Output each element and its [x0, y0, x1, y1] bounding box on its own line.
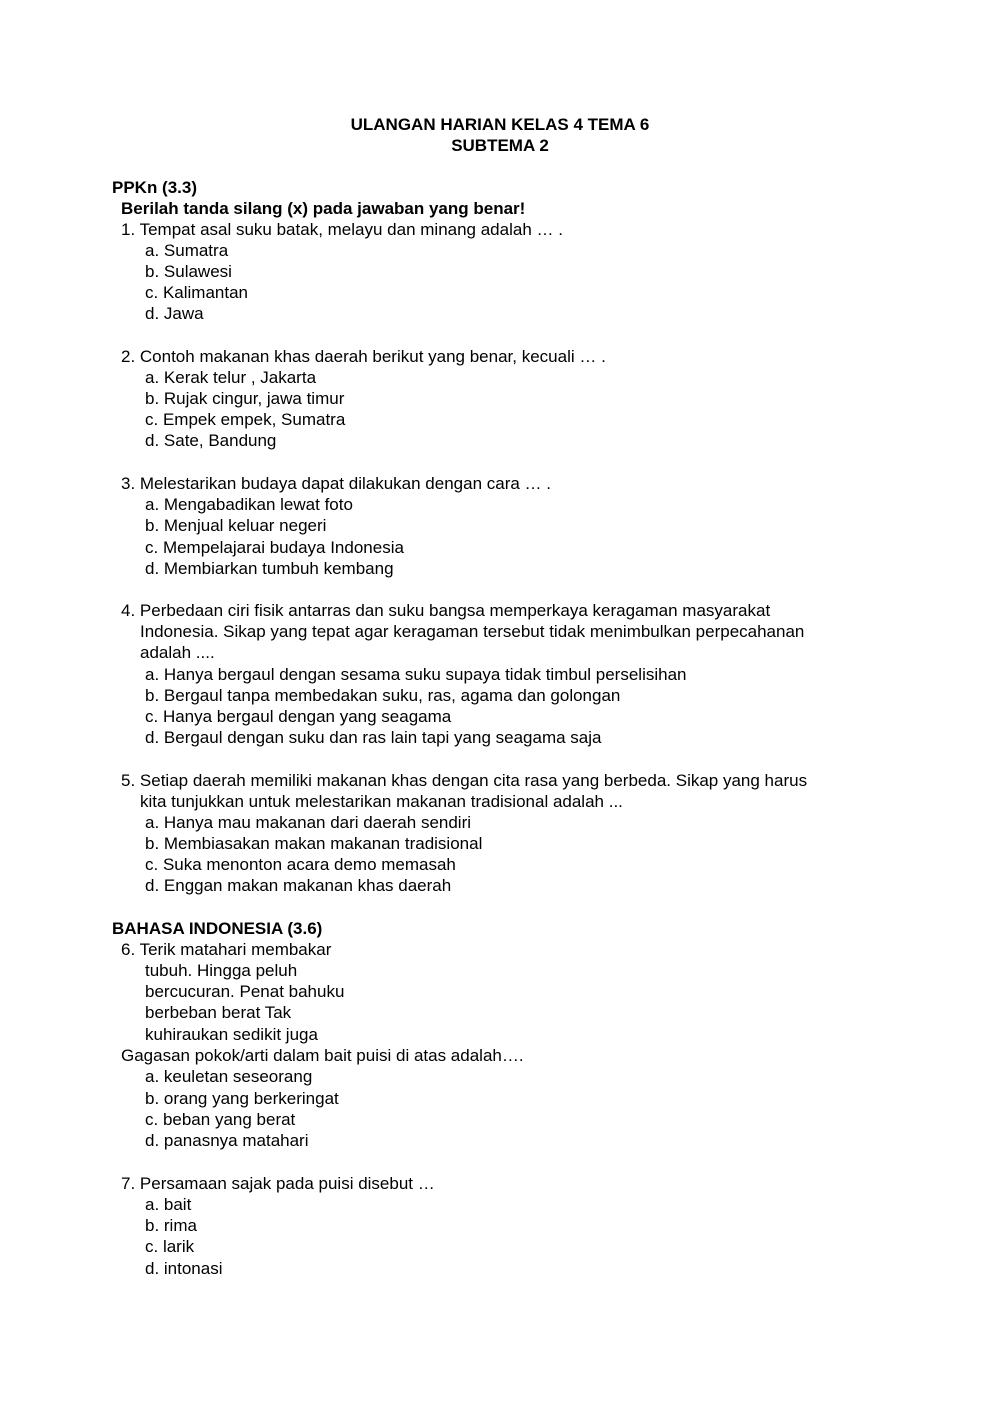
question-2-option-c: c. Empek empek, Sumatra	[145, 410, 346, 429]
question-6-option-d: d. panasnya matahari	[145, 1131, 309, 1150]
question-5-option-a: a. Hanya mau makanan dari daerah sendiri	[145, 813, 472, 832]
question-7-option-a: a. bait	[145, 1195, 192, 1214]
question-5-option-d: d. Enggan makan makanan khas daerah	[145, 876, 452, 895]
question-2-option-d: d. Sate, Bandung	[145, 431, 277, 450]
question-7-text: 7. Persamaan sajak pada puisi disebut …	[121, 1174, 435, 1193]
section-heading-ppkn: PPKn (3.3)	[112, 178, 198, 197]
instruction-text: Berilah tanda silang (x) pada jawaban yang benar!	[121, 199, 526, 218]
poem-line-1: tubuh. Hingga peluh	[145, 961, 298, 980]
question-5-option-b: b. Membiasakan makan makanan tradisional	[145, 834, 483, 853]
question-3-option-c: c. Mempelajarai budaya Indonesia	[145, 538, 404, 557]
question-6-option-a: a. keuletan seseorang	[145, 1067, 313, 1086]
question-5-text-line-1: 5. Setiap daerah memiliki makanan khas dengan cita rasa yang berbeda. Sikap yang harus	[121, 771, 808, 790]
question-4-text-line-1: 4. Perbedaan ciri fisik antarras dan suku bangsa memperkaya keragaman masyarakat	[121, 601, 771, 620]
poem-line-4: kuhiraukan sedikit juga	[145, 1025, 318, 1044]
question-7-option-c: c. larik	[145, 1237, 195, 1256]
question-4-text-line-3: adalah ....	[140, 643, 215, 662]
section-heading-bahasa-indonesia: BAHASA INDONESIA (3.6)	[112, 919, 323, 938]
poem-line-3: berbeban berat Tak	[145, 1003, 292, 1022]
question-6-text: 6. Terik matahari membakar	[121, 940, 332, 959]
question-3-text: 3. Melestarikan budaya dapat dilakukan dengan cara … .	[121, 474, 551, 493]
page-title: ULANGAN HARIAN KELAS 4 TEMA 6	[350, 115, 650, 134]
poem-line-2: bercucuran. Penat bahuku	[145, 982, 345, 1001]
question-2-text: 2. Contoh makanan khas daerah berikut yang benar, kecuali … .	[121, 347, 606, 366]
question-6-option-c: c. beban yang berat	[145, 1110, 296, 1129]
question-5-option-c: c. Suka menonton acara demo memasah	[145, 855, 456, 874]
question-1-text: 1. Tempat asal suku batak, melayu dan minang adalah … .	[121, 220, 563, 239]
question-4-option-b: b. Bergaul tanpa membedakan suku, ras, agama dan golongan	[145, 686, 621, 705]
question-7-option-d: d. intonasi	[145, 1259, 223, 1278]
page-subtitle: SUBTEMA 2	[451, 136, 549, 155]
question-6-prompt: Gagasan pokok/arti dalam bait puisi di atas adalah….	[121, 1046, 524, 1065]
question-3-option-a: a. Mengabadikan lewat foto	[145, 495, 353, 514]
question-3-option-b: b. Menjual keluar negeri	[145, 516, 327, 535]
question-6-option-b: b. orang yang berkeringat	[145, 1089, 339, 1108]
question-4-option-c: c. Hanya bergaul dengan yang seagama	[145, 707, 452, 726]
question-3-option-d: d. Membiarkan tumbuh kembang	[145, 559, 394, 578]
question-4-option-a: a. Hanya bergaul dengan sesama suku supaya tidak timbul perselisihan	[145, 665, 687, 684]
question-7-option-b: b. rima	[145, 1216, 197, 1235]
question-1-option-d: d. Jawa	[145, 304, 204, 323]
question-5-text-line-2: kita tunjukkan untuk melestarikan makanan tradisional adalah ...	[140, 792, 623, 811]
question-1-option-b: b. Sulawesi	[145, 262, 232, 281]
question-1-option-c: c. Kalimantan	[145, 283, 248, 302]
question-1-option-a: a. Sumatra	[145, 241, 229, 260]
question-4-text-line-2: Indonesia. Sikap yang tepat agar keragaman tersebut tidak menimbulkan perpecahanan	[140, 622, 805, 641]
question-2-option-b: b. Rujak cingur, jawa timur	[145, 389, 345, 408]
question-4-option-d: d. Bergaul dengan suku dan ras lain tapi yang seagama saja	[145, 728, 602, 747]
question-2-option-a: a. Kerak telur , Jakarta	[145, 368, 317, 387]
